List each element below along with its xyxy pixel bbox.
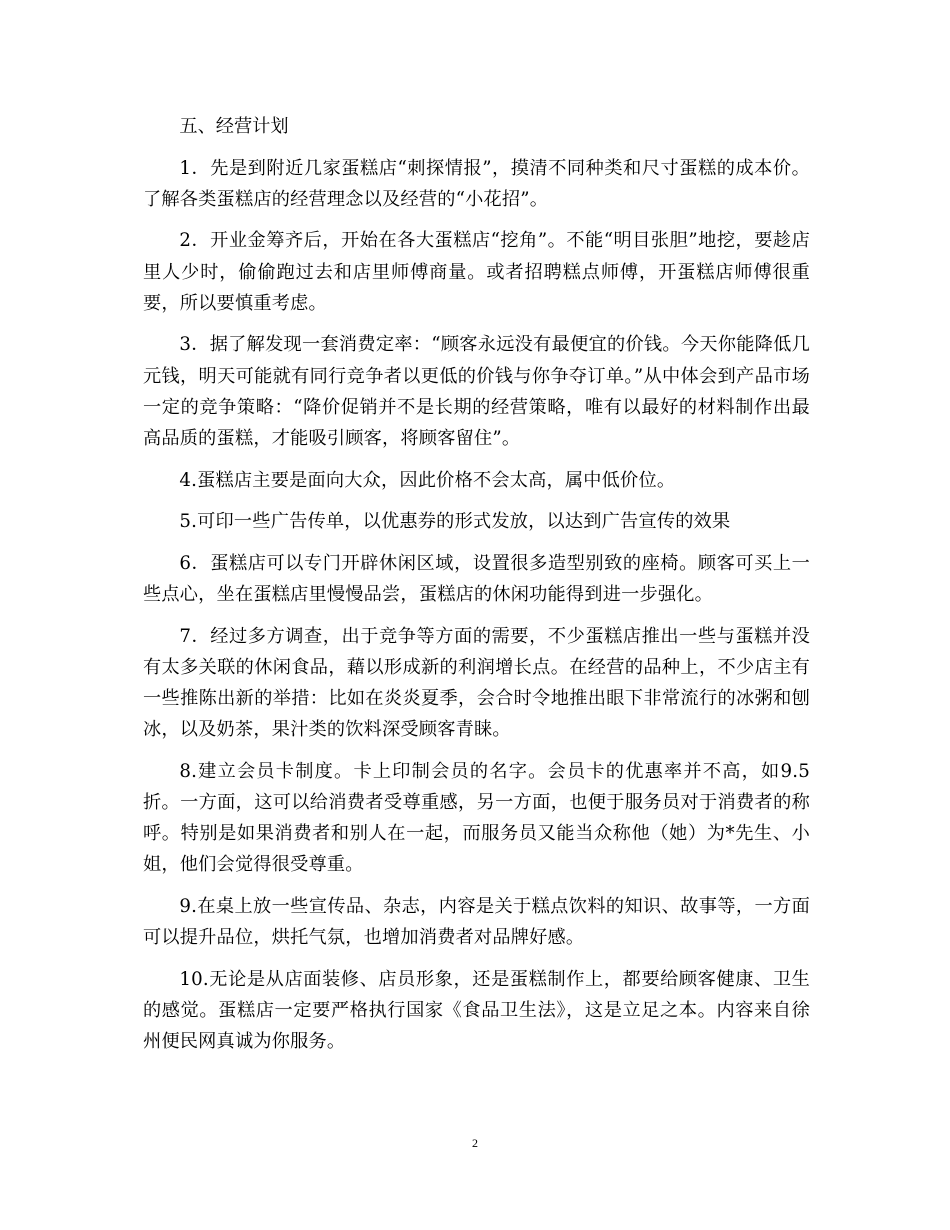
- paragraph-8: 8.建立会员卡制度。卡上印制会员的名字。会员卡的优惠率并不高，如9.5折。一方面，这可以给消费者受尊重感，另一方面，也便于服务员对于消费者的称呼。特别是如果消费者和别人在一起，而服务员又能当众称他（她）为*先生、小姐，他们会觉得很受尊重。: [143, 760, 810, 876]
- section-heading: 五、经营计划: [179, 116, 289, 137]
- paragraph-5: 5.可印一些广告传单，以优惠券的形式发放，以达到广告宣传的效果: [179, 511, 731, 533]
- paragraph-3: 3．据了解发现一套消费定率：“顾客永远没有最便宜的价钱。今天你能降低几元钱，明天可能就有同行竞争者以更低的价钱与你争夺订单。”从中体会到产品市场一定的竞争策略：“降价促销并不是长期的经营策略，唯有以最好的材料制作出最高品质的蛋糕，才能吸引顾客，将顾客留住”。: [143, 334, 810, 449]
- paragraph-4: 4.蛋糕店主要是面向大众，因此价格不会太高，属中低价位。: [179, 469, 676, 491]
- paragraph-2: 2．开业金筹齐后，开始在各大蛋糕店“挖角”。不能“明目张胆”地挖，要趁店里人少时，偷偷跑过去和店里师傅商量。或者招聘糕点师傅，开蛋糕店师傅很重要，所以要慎重考虑。: [143, 230, 810, 314]
- document-body: [143, 111, 810, 1068]
- paragraph-10: 10.无论是从店面装修、店员形象，还是蛋糕制作上，都要给顾客健康、卫生的感觉。蛋糕店一定要严格执行国家《食品卫生法》，这是立足之本。内容来自徐州便民网真诚为你服务。: [143, 968, 810, 1053]
- page-number: 2: [472, 1136, 478, 1150]
- paragraph-7: 7．经过多方调查，出于竞争等方面的需要，不少蛋糕店推出一些与蛋糕并没有太多关联的休闲食品，藉以形成新的利润增长点。在经营的品种上，不少店主有一些推陈出新的举措：比如在炎炎夏季，会合时令地推出眼下非常流行的冰粥和刨冰，以及奶茶，果汁类的饮料深受顾客青睐。: [143, 625, 810, 741]
- paragraph-1: 1．先是到附近几家蛋糕店“刺探情报”，摸清不同种类和尺寸蛋糕的成本价。了解各类蛋糕店的经营理念以及经营的“小花招”。: [143, 157, 810, 210]
- paragraph-9: 9.在桌上放一些宣传品、杂志，内容是关于糕点饮料的知识、故事等，一方面可以提升品位，烘托气氛，也增加消费者对品牌好感。: [143, 895, 810, 949]
- paragraph-6: 6．蛋糕店可以专门开辟休闲区域，设置很多造型别致的座椅。顾客可买上一些点心，坐在蛋糕店里慢慢品尝，蛋糕店的休闲功能得到进一步强化。: [143, 552, 810, 605]
